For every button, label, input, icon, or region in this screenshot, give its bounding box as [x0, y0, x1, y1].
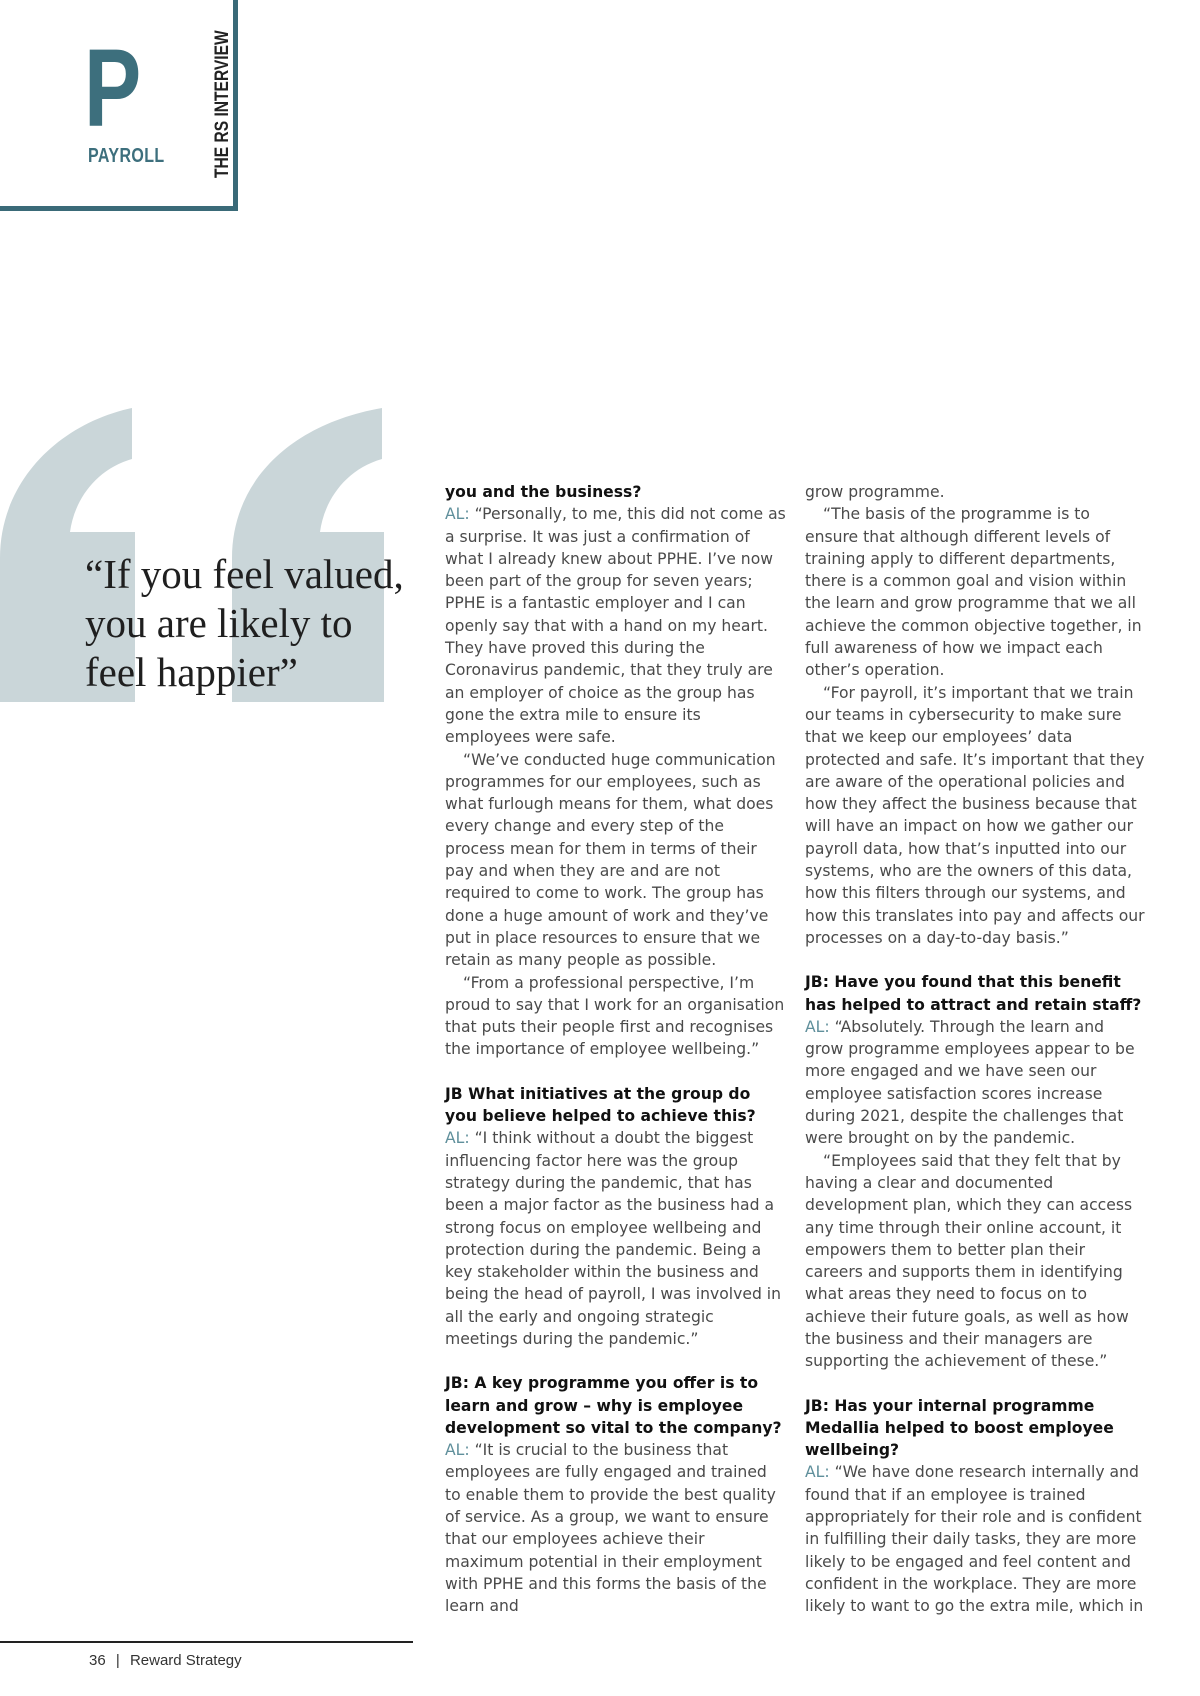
answer-paragraph: “From a professional perspective, I’m proud to say that I work for an organisation that puts their people first and recognises the importance of employee wellbeing.” — [445, 973, 785, 1059]
answer-paragraph: AL: “Absolutely. Through the learn and grow programme employees appear to be more engaged and we have seen our employee satisfaction scores increase during 2021, despite the challenges that were brought on by the pandemic. — [805, 1017, 1135, 1148]
question-heading: you and the business? — [445, 483, 642, 501]
answer-paragraph: “Employees said that they felt that by having a clear and documented development plan, which they can access any time through their online account, it empowers them to better plan their careers and supports them in identifying what areas they need to focus on to achieve their future goals, as well as how the business and their managers are supporting the achievement of these.” — [805, 1151, 1133, 1371]
speaker-label: AL: — [805, 1017, 830, 1036]
question-heading: JB: Has your internal programme Medallia helped to boost employee wellbeing? — [805, 1396, 1114, 1460]
answer-paragraph: AL: “It is crucial to the business that employees are fully engaged and trained to enable them to provide the best quality of service. As a group, we want to ensure that our employees achieve their maximum potential in their employment with PPHE and this forms the basis of the learn and — [445, 1441, 776, 1616]
speaker-label: AL: — [445, 505, 470, 524]
section-label: PAYROLL — [88, 145, 165, 167]
speaker-label: AL: — [445, 1129, 470, 1148]
footer-separator: | — [115, 1652, 120, 1669]
section-initial: P — [84, 27, 142, 150]
page-footer — [89, 1652, 242, 1669]
speaker-label: AL: — [445, 1441, 470, 1460]
question-heading: JB: Have you found that this benefit has helped to attract and retain staff? — [805, 973, 1142, 1014]
interview-label: THE RS INTERVIEW — [212, 30, 233, 178]
question-heading: JB: A key programme you offer is to learn and grow – why is employee development so vital to the company? — [445, 1374, 782, 1437]
answer-paragraph: grow programme. — [805, 483, 945, 501]
question-heading: JB What initiatives at the group do you believe helped to achieve this? — [445, 1084, 756, 1126]
answer-paragraph: “We’ve conducted huge communication programmes for our employees, such as what furlough means for them, what does every change and every step of the process mean for them in terms of their pay and when they are and are not required to come to work. The group has done a huge amount of work and they’ve put in place resources to ensure that we retain as many people as possible. — [445, 750, 776, 970]
page-number: 36 — [89, 1652, 106, 1669]
answer-paragraph: “For payroll, it’s important that we train our teams in cybersecurity to make sure that we keep our employees’ data protected and safe. It’s important that they are aware of the operational policies and how they affect the business because that will have an impact on how we gather our payroll data, how that’s inputted into our systems, who are the owners of this data, how this filters through our systems, and how this translates into pay and affects our processes on a day-to-day basis.” — [805, 683, 1145, 947]
answer-paragraph: AL: “We have done research internally and found that if an employee is trained appropriately for their role and is confident in fulfilling their daily tasks, they are more likely to be engaged and feel content and confident in the workplace. They are more likely to want to go the extra mile, which in — [805, 1463, 1144, 1616]
answer-paragraph: AL: “Personally, to me, this did not come as a surprise. It was just a confirmation of what I already knew about PPHE. I’ve now been part of the group for seven years; PPHE is a fantastic employer and I can openly say that with a hand on my heart. They have proved this during the Coronavirus pandemic, that they truly are an employer of choice as the group has gone the extra mile to ensure its employees were safe. — [445, 505, 786, 747]
speaker-label: AL: — [805, 1463, 830, 1482]
answer-paragraph: AL: “I think without a doubt the biggest influencing factor here was the group strategy during the pandemic, that has been a major factor as the business had a strong focus on employee wellbeing and protection during the pandemic. Being a key stakeholder within the business and being the head of payroll, I was involved in all the early and ongoing strategic meetings during the pandemic.” — [445, 1129, 782, 1348]
section-header — [0, 0, 238, 211]
publication-name: Reward Strategy — [129, 1652, 242, 1669]
footer-divider — [0, 1641, 413, 1643]
answer-paragraph: “The basis of the programme is to ensure that although different levels of training apply to different departments, there is a common goal and vision within the learn and grow programme that we all achieve the common objective together, in full awareness of how we impact each other’s operation. — [805, 505, 1142, 680]
article-column-right — [805, 481, 1147, 1618]
article-column-left — [445, 481, 787, 1618]
pull-quote: “If you feel valued, you are likely to feel happier” — [85, 551, 404, 695]
